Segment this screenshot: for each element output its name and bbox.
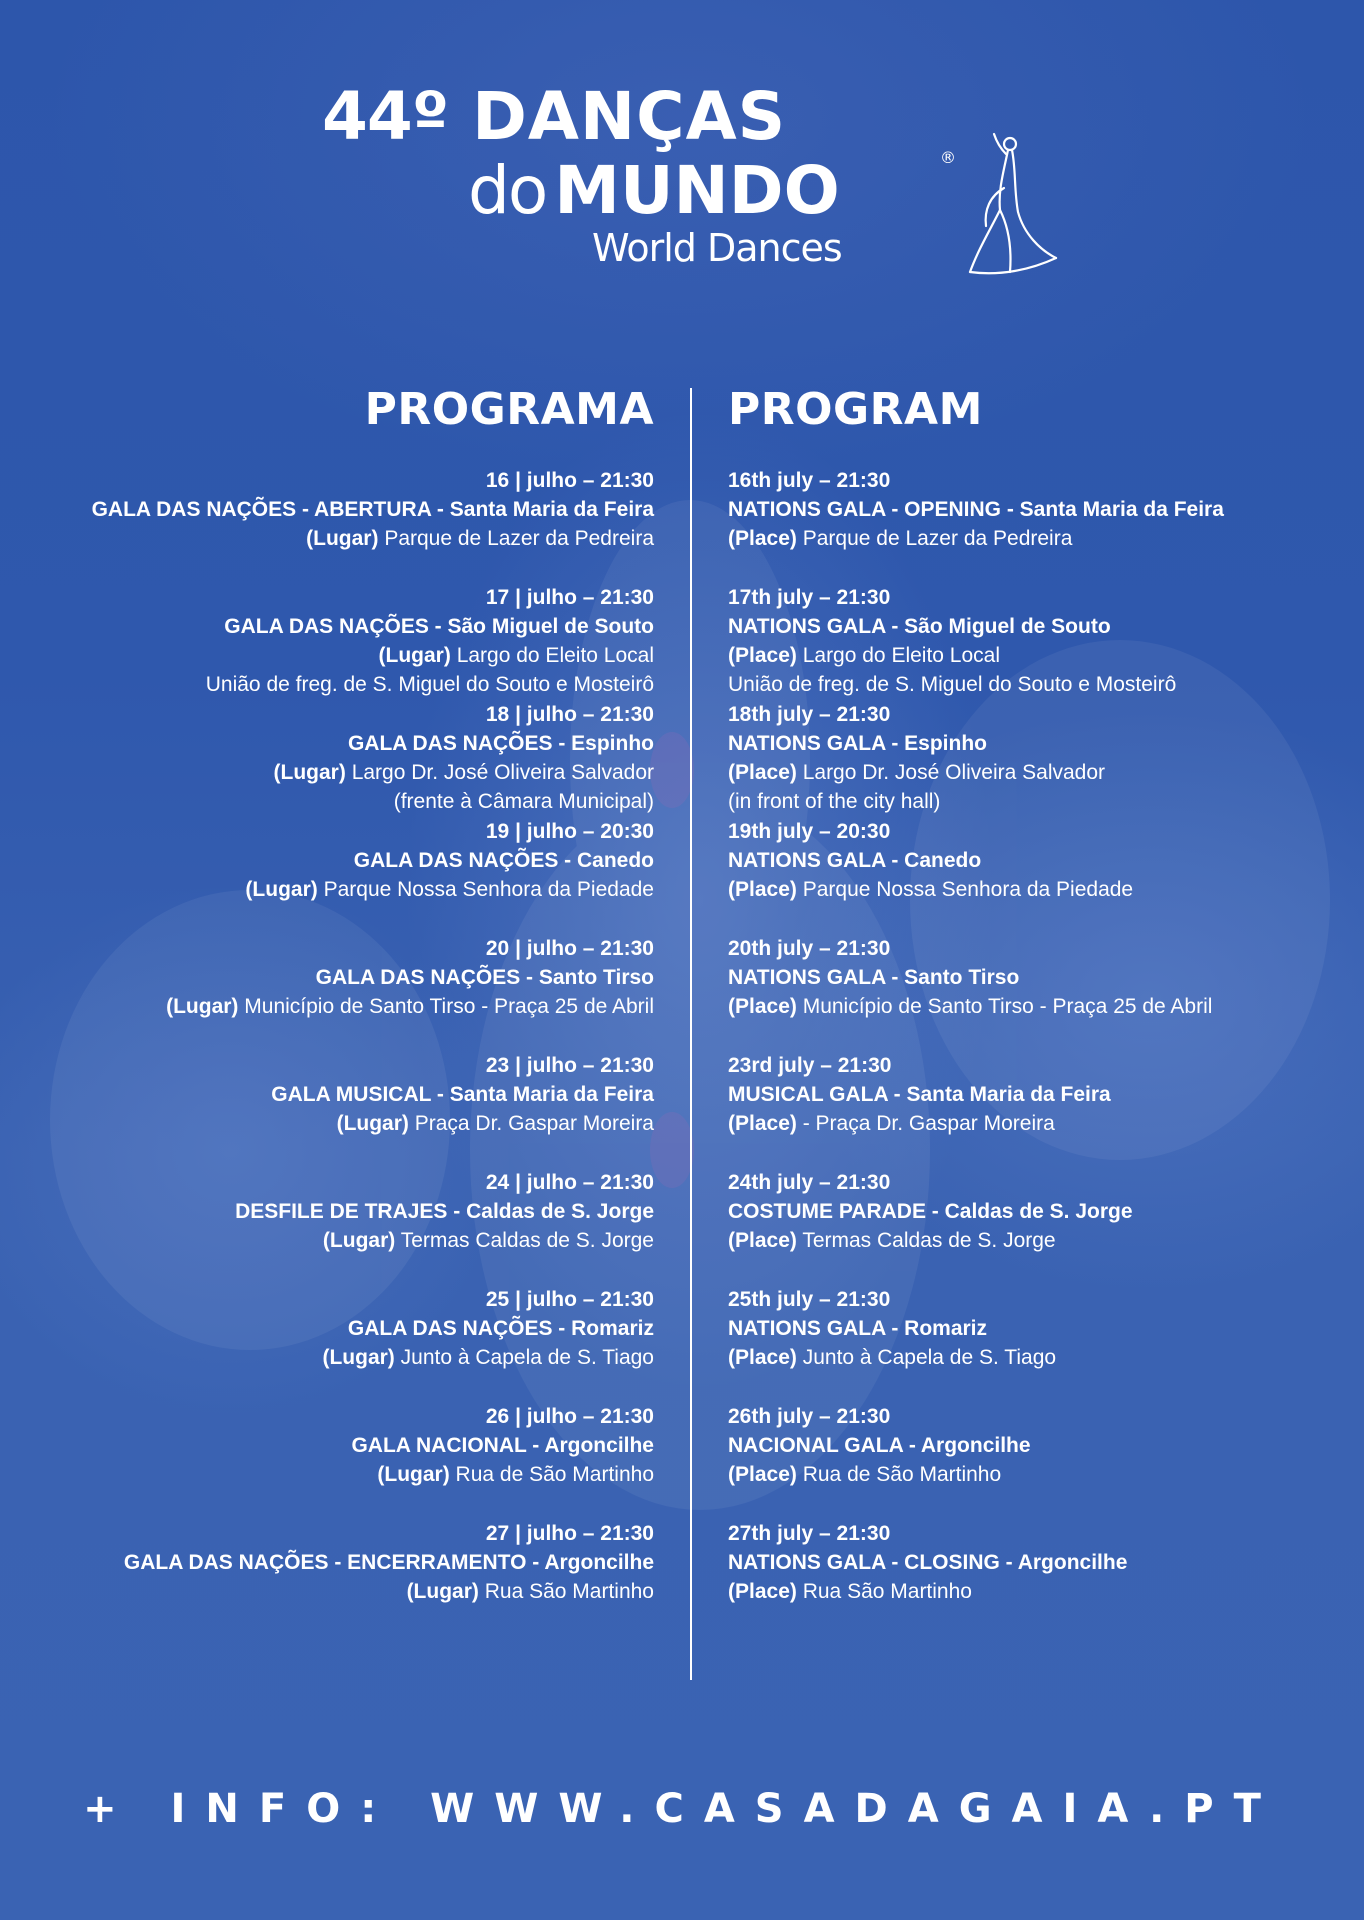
event-date: 17 | julho – 21:30 <box>485 586 654 609</box>
event-place <box>80 524 654 553</box>
event-place-value: Junto à Capela de S. Tiago <box>796 1346 1057 1369</box>
event-place-value: Termas Caldas de S. Jorge <box>395 1229 654 1252</box>
event-place <box>80 641 654 670</box>
event-place-label: (Lugar) <box>377 1463 450 1486</box>
event-date: 27th july – 21:30 <box>728 1522 891 1545</box>
event-place-label: (Place) <box>728 527 797 550</box>
event-place-value: Rua São Martinho <box>796 1580 972 1603</box>
event-place-value: Município de Santo Tirso - Praça 25 de Abril <box>238 995 654 1018</box>
event-title: GALA DAS NAÇÕES - Canedo <box>353 849 654 872</box>
event-title: GALA DAS NAÇÕES - São Miguel de Souto <box>224 615 654 638</box>
event-title: GALA DAS NAÇÕES - Santo Tirso <box>315 966 654 989</box>
logo-edition-number: 44º <box>322 78 449 155</box>
event-entry <box>728 1519 1328 1636</box>
event-title: DESFILE DE TRAJES - Caldas de S. Jorge <box>235 1200 654 1223</box>
event-place <box>80 992 654 1021</box>
event-title: NATIONS GALA - Romariz <box>728 1317 988 1340</box>
event-title: COSTUME PARADE - Caldas de S. Jorge <box>728 1200 1133 1223</box>
event-place <box>728 758 1328 787</box>
event-place-label: (Lugar) <box>322 1346 395 1369</box>
programa-heading: PROGRAMA <box>364 384 654 435</box>
event-place <box>728 1343 1328 1372</box>
event-place <box>80 1226 654 1255</box>
event-entry <box>80 466 654 583</box>
event-date: 16 | julho – 21:30 <box>485 469 654 492</box>
event-place-label: (Place) <box>728 1580 797 1603</box>
event-place <box>80 1343 654 1372</box>
event-date: 23 | julho – 21:30 <box>485 1054 654 1077</box>
event-place-detail: (frente à Câmara Municipal) <box>393 790 654 813</box>
event-place <box>80 875 654 904</box>
event-title: NACIONAL GALA - Argoncilhe <box>728 1434 1031 1457</box>
event-entry <box>80 583 654 700</box>
event-title: NATIONS GALA - Santo Tirso <box>728 966 1020 989</box>
event-place-value: Termas Caldas de S. Jorge <box>796 1229 1056 1252</box>
dancer-figure-icon <box>960 130 1060 280</box>
event-place-label: (Place) <box>728 644 797 667</box>
event-place-value: Parque Nossa Senhora da Piedade <box>796 878 1134 901</box>
event-place-value: Parque de Lazer da Pedreira <box>378 527 654 550</box>
event-date: 16th july – 21:30 <box>728 469 891 492</box>
event-entry <box>728 817 1328 934</box>
event-entry <box>728 466 1328 583</box>
event-place-value: Rua de São Martinho <box>449 1463 654 1486</box>
event-entry <box>728 1402 1328 1519</box>
event-place-value: Junto à Capela de S. Tiago <box>394 1346 654 1369</box>
logo-title-dancas: DANÇAS <box>472 78 787 155</box>
event-date: 25 | julho – 21:30 <box>485 1288 654 1311</box>
event-place-label: (Place) <box>728 1463 797 1486</box>
event-place-label: (Lugar) <box>245 878 318 901</box>
event-place-label: (Place) <box>728 1229 797 1252</box>
event-place-value: Praça Dr. Gaspar Moreira <box>408 1112 654 1135</box>
event-entry <box>80 817 654 934</box>
event-entry <box>728 583 1328 700</box>
programa-column-pt <box>80 380 654 1636</box>
event-date: 20th july – 21:30 <box>728 937 891 960</box>
event-place-label: (Lugar) <box>406 1580 479 1603</box>
event-place-value: Parque Nossa Senhora da Piedade <box>317 878 654 901</box>
event-place <box>728 1577 1328 1606</box>
event-entry <box>728 1051 1328 1168</box>
event-entry <box>728 700 1328 817</box>
event-place-value: Parque de Lazer da Pedreira <box>796 527 1073 550</box>
event-entry <box>80 1519 654 1636</box>
logo-title-do: do <box>468 152 547 229</box>
event-place-label: (Place) <box>728 1346 797 1369</box>
event-place <box>728 1460 1328 1489</box>
event-date: 18th july – 21:30 <box>728 703 891 726</box>
event-place-detail: União de freg. de S. Miguel do Souto e Mosteirô <box>728 673 1177 696</box>
event-entry <box>80 934 654 1051</box>
event-date: 20 | julho – 21:30 <box>485 937 654 960</box>
event-place <box>80 758 654 787</box>
event-date: 19th july – 20:30 <box>728 820 891 843</box>
event-title: NATIONS GALA - São Miguel de Souto <box>728 615 1111 638</box>
event-date: 26th july – 21:30 <box>728 1405 891 1428</box>
program-column-en <box>728 380 1328 1636</box>
event-date: 17th july – 21:30 <box>728 586 891 609</box>
event-place <box>728 641 1328 670</box>
event-title: GALA DAS NAÇÕES - Romariz <box>347 1317 654 1340</box>
logo-title-line1 <box>322 78 786 155</box>
event-place-detail: (in front of the city hall) <box>728 790 941 813</box>
event-place <box>728 875 1328 904</box>
event-place-label: (Lugar) <box>322 1229 396 1252</box>
event-place-label: (Place) <box>728 878 797 901</box>
program-heading: PROGRAM <box>728 384 983 435</box>
event-place-value: Rua de São Martinho <box>796 1463 1002 1486</box>
event-place <box>728 1109 1328 1138</box>
event-title: NATIONS GALA - Canedo <box>728 849 982 872</box>
event-place-label: (Lugar) <box>273 761 346 784</box>
event-date: 23rd july – 21:30 <box>728 1054 892 1077</box>
event-entry <box>80 700 654 817</box>
event-entry <box>80 1168 654 1285</box>
event-title: GALA DAS NAÇÕES - ABERTURA - Santa Maria da Feira <box>91 498 654 521</box>
event-title: MUSICAL GALA - Santa Maria da Feira <box>728 1083 1111 1106</box>
event-place-value: Largo Dr. José Oliveira Salvador <box>796 761 1106 784</box>
info-footer: + INFO: WWW.CASADAGAIA.PT <box>83 1786 1281 1832</box>
event-place-value: Largo do Eleito Local <box>450 644 654 667</box>
event-place-value: Rua São Martinho <box>478 1580 654 1603</box>
event-place-label: (Place) <box>728 761 797 784</box>
event-place-value: - Praça Dr. Gaspar Moreira <box>796 1112 1055 1135</box>
event-place-label: (Lugar) <box>166 995 239 1018</box>
event-place-label: (Lugar) <box>378 644 451 667</box>
event-place-value: Município de Santo Tirso - Praça 25 de Abril <box>796 995 1213 1018</box>
event-title: NATIONS GALA - OPENING - Santa Maria da Feira <box>728 498 1224 521</box>
column-divider <box>690 388 692 1680</box>
event-title: GALA NACIONAL - Argoncilhe <box>351 1434 654 1457</box>
event-date: 24th july – 21:30 <box>728 1171 891 1194</box>
event-title: NATIONS GALA - CLOSING - Argoncilhe <box>728 1551 1128 1574</box>
logo-title-line2 <box>468 152 840 229</box>
logo-title-mundo: MUNDO <box>554 152 840 229</box>
event-title: GALA DAS NAÇÕES - ENCERRAMENTO - Argoncilhe <box>123 1551 654 1574</box>
event-place-value: Largo Dr. José Oliveira Salvador <box>345 761 654 784</box>
event-place <box>728 1226 1328 1255</box>
event-place <box>80 1460 654 1489</box>
event-place <box>728 992 1328 1021</box>
event-entry <box>80 1402 654 1519</box>
event-date: 19 | julho – 20:30 <box>485 820 654 843</box>
event-date: 27 | julho – 21:30 <box>485 1522 654 1545</box>
event-place-label: (Place) <box>728 1112 797 1135</box>
event-date: 24 | julho – 21:30 <box>485 1171 654 1194</box>
event-title: GALA MUSICAL - Santa Maria da Feira <box>271 1083 654 1106</box>
event-entry <box>728 1285 1328 1402</box>
event-place <box>80 1577 654 1606</box>
event-place-label: (Lugar) <box>336 1112 409 1135</box>
event-entry <box>80 1285 654 1402</box>
logo-subtitle: World Dances <box>592 226 842 270</box>
programa-event-list <box>80 466 654 1636</box>
event-title: NATIONS GALA - Espinho <box>728 732 987 755</box>
event-place-detail: União de freg. de S. Miguel do Souto e Mosteirô <box>205 673 654 696</box>
event-date: 25th july – 21:30 <box>728 1288 891 1311</box>
festival-logo <box>300 70 1060 290</box>
event-place <box>728 524 1328 553</box>
event-entry <box>728 934 1328 1051</box>
event-place-value: Largo do Eleito Local <box>796 644 1001 667</box>
event-entry <box>728 1168 1328 1285</box>
program-event-list <box>728 466 1328 1636</box>
event-place <box>80 1109 654 1138</box>
event-title: GALA DAS NAÇÕES - Espinho <box>347 732 654 755</box>
event-place-label: (Place) <box>728 995 797 1018</box>
event-place-label: (Lugar) <box>306 527 379 550</box>
registered-mark: ® <box>940 148 956 167</box>
event-date: 26 | julho – 21:30 <box>485 1405 654 1428</box>
event-entry <box>80 1051 654 1168</box>
event-date: 18 | julho – 21:30 <box>485 703 654 726</box>
